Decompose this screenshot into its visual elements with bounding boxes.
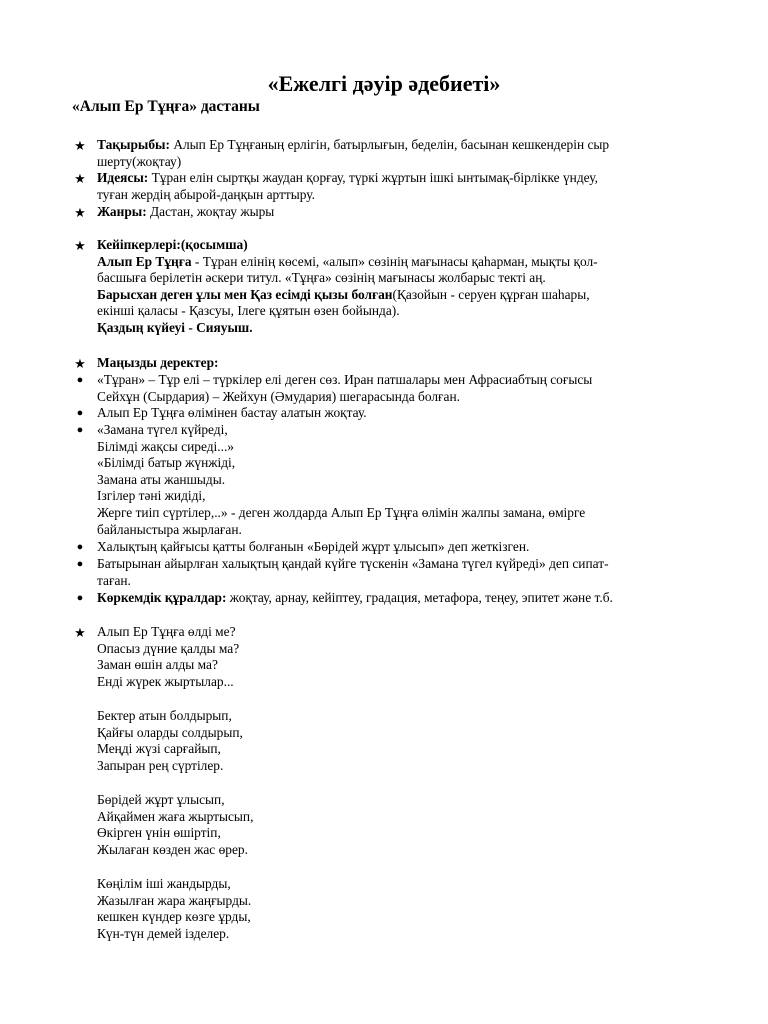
fact-5-text: Батырынан айырлған халықтың қандай күйге түскенін «Замана түгел күйреді» деп сипат- (97, 556, 609, 571)
fact-3-line: Замана аты жаншыды. (97, 471, 226, 487)
star-bullet-icon: ★ (74, 356, 86, 371)
poem-line: Заман өшін алды ма? (97, 657, 218, 673)
fact-6-text: жоқтау, арнау, кейіптеу, градация, метафора, теңеу, эпитет және т.б. (226, 590, 613, 605)
fact-2-text: Алып Ер Тұңға өлімінен бастау алатын жоқтау. (97, 405, 367, 420)
poem-line: Күн-түн демей іздeлер. (97, 925, 230, 941)
idea-label: Идеясы: (97, 170, 149, 185)
poem-line: Айқаймен жаға жыртысып, (97, 808, 254, 824)
character-1-text-cont: басшыға берілетін әскери титул. «Тұңға» сөзінің мағынасы жолбарыс текті аң. (97, 270, 546, 286)
poem-line: Опасыз дүние қалды ма? (97, 640, 240, 656)
document-subtitle: «Алып Ер Тұңға» дастаны (72, 98, 260, 115)
topic-text-cont: шерту(жоқтау) (97, 153, 182, 169)
idea-text-cont: туған жердің абырой-даңқын арттыру. (97, 186, 315, 202)
poem-line: Алып Ер Тұңға өлді ме? (97, 624, 236, 639)
facts-heading-item (97, 355, 697, 372)
poem-line: Запыран рең сүртілер. (97, 757, 224, 773)
genre-item (97, 204, 697, 221)
fact-3-line: «Білімді батыр жүнжіді, (97, 455, 236, 471)
poem-line: Көңілім іші жандырды, (97, 876, 231, 891)
star-bullet-icon: ★ (74, 238, 86, 253)
character-2-text: (Қазойын - серуен құрған шаһары, (392, 286, 590, 302)
character-3: Қаздың күйеуі - Сияуыш. (97, 319, 253, 335)
poem-line: Жазылған жара жаңғырды. (97, 892, 252, 908)
poem-line: Бөрідей жұрт ұлысып, (97, 792, 225, 807)
topic-text: Алып Ер Тұңғаның ерлігін, батырлығын, беделін, басынан кешкендерін сыр (169, 137, 610, 152)
characters-item (97, 237, 697, 337)
poem-stanza-1 (97, 624, 697, 690)
fact-1-text: «Тұран» – Тұр елі – түркілер елі деген сөз. Иран патшалары мен Афрасиабтың соғысы (97, 372, 593, 387)
fact-5 (97, 556, 697, 589)
fact-3-line: Ізгілер тәні жидіді, (97, 488, 206, 504)
fact-5-text-cont: таған. (97, 572, 131, 588)
round-bullet-icon: ● (76, 541, 84, 553)
fact-2 (97, 405, 697, 422)
fact-3 (97, 422, 697, 538)
poem-line: Бектер атын болдырып, (97, 708, 232, 723)
star-bullet-icon: ★ (74, 171, 86, 186)
poem-line: Жылаған көзден жас өрер. (97, 841, 248, 857)
fact-4-text: Халықтың қайғысы қатты болғанын «Бөрідей жұрт ұлысып» деп жеткізген. (97, 539, 530, 554)
genre-label: Жанры: (97, 204, 147, 219)
poem-line: Меңді жүзі сарғайып, (97, 741, 221, 757)
poem-stanza-4 (97, 876, 697, 942)
character-2-name: Барысхан деген ұлы мен Қаз есімді қызы болған (97, 286, 393, 302)
poem-line: Қайғы оларды солдырып, (97, 724, 243, 740)
characters-heading: Кейіпкерлері:(қосымша) (97, 237, 248, 252)
round-bullet-icon: ● (76, 592, 84, 604)
star-bullet-icon: ★ (74, 138, 86, 153)
fact-3-line: Білімді жақсы сиреді...» (97, 438, 234, 454)
round-bullet-icon: ● (76, 424, 84, 436)
idea-text: Тұран елін сыртқы жаудан қорғау, түркі жұртын ішкі ынтымақ-бірлікке үндеу, (148, 170, 598, 185)
character-2-text-cont: екінші қаласы - Қазсуы, Ілеге құятын өзен бойында). (97, 303, 400, 319)
character-1-text: - Тұран елінің көсемі, «алып» сөзінің мағынасы қаһарман, мықты қол- (191, 253, 598, 269)
topic-label: Тақырыбы: (97, 137, 170, 152)
genre-text: Дастан, жоқтау жыры (146, 204, 275, 219)
character-1-name: Алып Ер Тұңға (97, 253, 192, 269)
fact-3-line: «Замана түгел күйреді, (97, 422, 228, 437)
poem-line: Өкірген үнін өшіртіп, (97, 825, 221, 841)
fact-3-line: Жерге тиіп сүртілер,..» - деген жолдарда Алып Ер Тұңға өлімін жалпы замана, өмірге (97, 504, 586, 520)
poem-line: Енді жүрек жыртылар... (97, 673, 234, 689)
star-bullet-icon: ★ (74, 625, 86, 640)
fact-1 (97, 372, 697, 405)
poem-stanza-3 (97, 792, 697, 858)
fact-3-line: байланыстыра жырлаған. (97, 521, 242, 537)
idea-item (97, 170, 697, 203)
star-bullet-icon: ★ (74, 205, 86, 220)
poem-stanza-2 (97, 708, 697, 774)
document-title: «Ежелгі дәуір әдебиеті» (267, 71, 501, 96)
round-bullet-icon: ● (76, 407, 84, 419)
facts-heading: Маңызды деректер: (97, 355, 219, 370)
fact-6-label: Көркемдік құралдар: (97, 590, 227, 605)
fact-1-text-cont: Сейхұн (Сырдария) – Жейхун (Әмудария) шегарасында болған. (97, 388, 461, 404)
fact-6 (97, 590, 697, 607)
topic-item (97, 137, 697, 170)
poem-line: кешкен күндер көзге ұрды, (97, 909, 251, 925)
fact-4 (97, 539, 697, 556)
round-bullet-icon: ● (76, 558, 84, 570)
round-bullet-icon: ● (76, 374, 84, 386)
